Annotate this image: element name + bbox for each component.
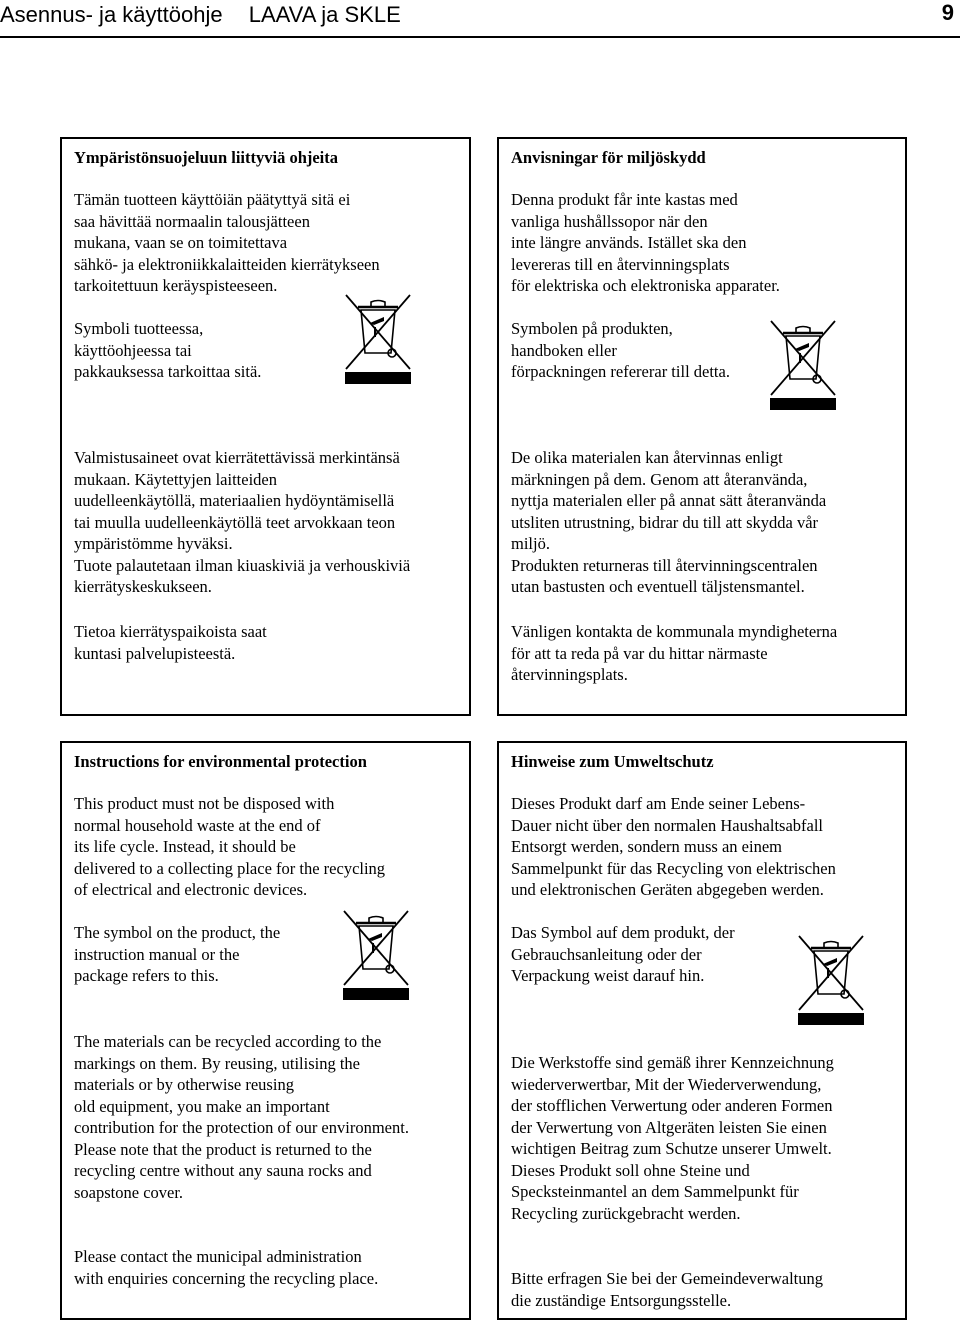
recycling-paragraph: Valmistusaineet ovat kierrätettävissä merkintänsä mukaan. Käytettyjen laitteiden uudelleenkäytöllä, materiaalien hydöyntämisellä tai muulla uudelleenkäytöllä teet arvokkaan teon ympäristömme hyväksi. Tuote palautetaan ilman kiuaskiviä ja verhouskiviä kierrätyskeskukseen. [74,448,411,596]
section-german [497,741,907,1320]
contact-paragraph: Tietoa kierrätyspaikoista saat kuntasi palvelupisteestä. [74,622,267,663]
product-name: LAAVA ja SKLE [248,2,401,27]
weee-bin-icon [344,293,412,385]
contact-paragraph: Vänligen kontakta de kommunala myndigheterna för att ta reda på var du hittar närmaste återvinningsplats. [511,622,838,684]
section-title: Instructions for environmental protection [74,752,367,771]
symbol-paragraph: The symbol on the product, the instruction manual or the package refers to this. [74,923,281,985]
section-english [60,741,471,1320]
contact-paragraph: Please contact the municipal administration with enquiries concerning the recycling place. [74,1247,379,1288]
section-title: Anvisningar för miljöskydd [511,148,706,167]
page-header [0,0,960,34]
symbol-paragraph: Das Symbol auf dem produkt, der Gebrauchsanleitung oder der Verpackung weist darauf hin. [511,923,735,985]
disposal-paragraph: Denna produkt får inte kastas med vanliga hushållssopor när den inte längre används. Istället ska den levereras till en återvinningsplats för elektriska och elektroniska apparater. [511,190,780,295]
header-rule [0,36,960,38]
recycling-paragraph: Die Werkstoffe sind gemäß ihrer Kennzeichnung wiederverwertbar, Mit der Wiederverwendung, der stofflichen Verwertung oder anderen Formen der Verwertung von Altgeräten leisten Sie einen wichtigen Beitrag zum Schutze unserer Umwelt. Dieses Produkt soll ohne Steine und Specksteinmantel an dem Sammelpunkt für Recycling zurückgebracht werden. [511,1053,834,1223]
symbol-paragraph: Symboli tuotteessa, käyttöohjeessa tai pakkauksessa tarkoittaa sitä. [74,319,262,381]
disposal-paragraph: Dieses Produkt darf am Ende seiner Lebens- Dauer nicht über den normalen Haushaltsabfall Entsorgt werden, sondern muss an einem Sammelpunkt für das Recycling von elektrischen und elektronischen Geräten abgegeben werden. [511,794,836,899]
section-swedish [497,137,907,716]
document-title: Asennus- ja käyttöohje [0,2,223,27]
weee-bin-icon [797,934,865,1026]
header-title [0,2,401,28]
section-finnish [60,137,471,716]
disposal-paragraph: This product must not be disposed with normal household waste at the end of its life cycle. Instead, it should be delivered to a collecting place for the recycling of electrical and electronic devices. [74,794,386,899]
disposal-paragraph: Tämän tuotteen käyttöiän päätyttyä sitä ei saa hävittää normaalin talousjätteen mukana, vaan se on toimitettava sähkö- ja elektroniikkalaitteiden kierrätykseen tarkoitettuun keräyspisteeseen. [74,190,380,295]
weee-bin-icon [769,319,837,411]
section-title: Ympäristönsuojeluun liittyviä ohjeita [74,148,339,167]
weee-bin-icon [342,909,410,1001]
page-number: 9 [941,0,954,25]
recycling-paragraph: De olika materialen kan återvinnas enligt märkningen på dem. Genom att återanvända, nyttja materialen eller på annat sätt återanvända utsliten utrustning, bidrar du till att skydda vår miljö. Produkten returneras till återvinningscentralen utan bastusten och eventuell täljstensmantel. [511,448,827,596]
symbol-paragraph: Symbolen på produkten, handboken eller förpackningen refererar till detta. [511,319,730,381]
section-title: Hinweise zum Umweltschutz [511,752,714,771]
recycling-paragraph: The materials can be recycled according to the markings on them. By reusing, utilising the materials or by otherwise reusing old equipment, you make an important contribution for the protection of our environment. Please note that the product is returned to the recycling centre without any sauna rocks and soapstone cover. [74,1032,409,1202]
contact-paragraph: Bitte erfragen Sie bei der Gemeindeverwaltung die zuständige Entsorgungsstelle. [511,1269,824,1310]
